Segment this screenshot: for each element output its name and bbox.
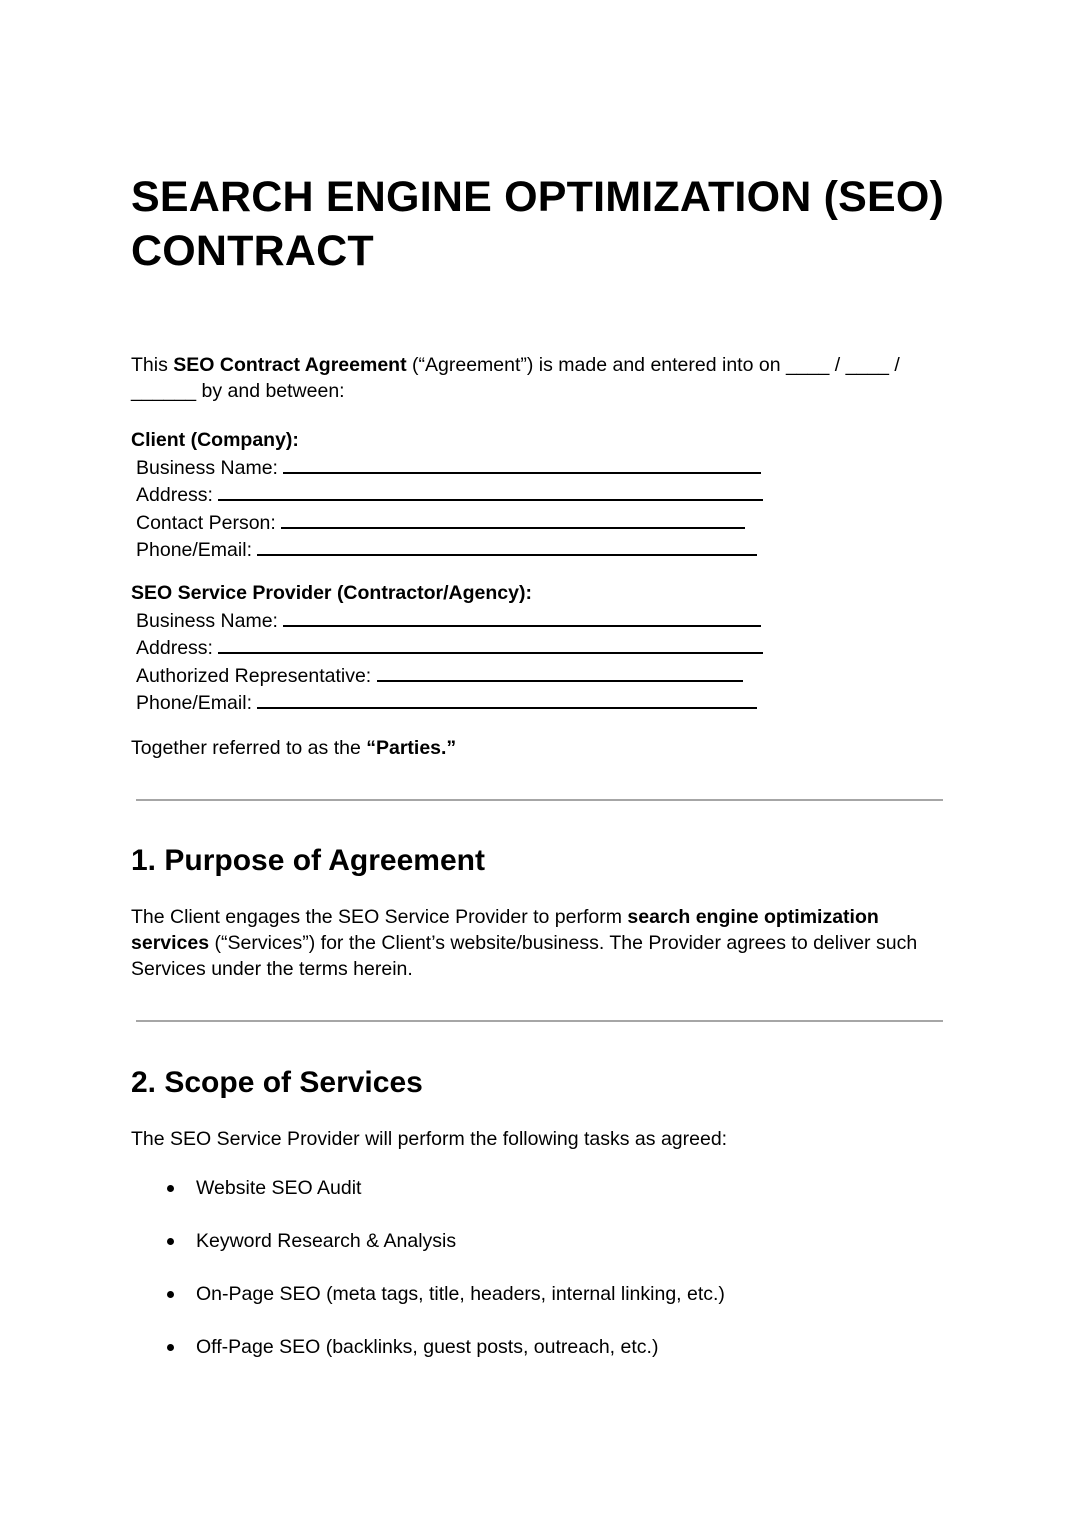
blank-line bbox=[283, 454, 761, 474]
bullet-icon bbox=[167, 1185, 174, 1192]
blank-line bbox=[377, 662, 743, 682]
provider-section bbox=[131, 580, 763, 717]
field-label: Business Name: bbox=[136, 609, 284, 632]
section-divider bbox=[136, 799, 943, 801]
field-label: Address: bbox=[136, 637, 219, 659]
field-label: Contact Person: bbox=[136, 511, 282, 534]
client-heading: Client (Company): bbox=[131, 429, 299, 451]
intro-text-pre: This bbox=[131, 354, 174, 376]
list-item-text: Keyword Research & Analysis bbox=[196, 1230, 457, 1252]
section2-heading: 2. Scope of Services bbox=[131, 1066, 423, 1099]
services-list bbox=[131, 1175, 941, 1387]
section1-text-bold: search engine optimization services bbox=[131, 906, 879, 954]
list-item-text: On-Page SEO (meta tags, title, headers, internal linking, etc.) bbox=[196, 1283, 725, 1305]
blank-line bbox=[281, 509, 745, 529]
parties-text-bold: “Parties.” bbox=[366, 737, 457, 759]
provider-business-name-field[interactable] bbox=[131, 607, 763, 635]
section1-text-post: (“Services”) for the Client’s website/business. The Provider agrees to deliver such Services under the terms herein. bbox=[131, 932, 918, 980]
client-contact-person-field[interactable] bbox=[131, 509, 763, 537]
client-address-field[interactable] bbox=[131, 481, 763, 509]
blank-line bbox=[283, 607, 761, 627]
blank-line bbox=[218, 634, 763, 654]
field-label: Phone/Email: bbox=[136, 539, 258, 561]
list-item-text: Off-Page SEO (backlinks, guest posts, outreach, etc.) bbox=[196, 1336, 659, 1358]
client-section bbox=[131, 427, 763, 564]
list-item-text: Website SEO Audit bbox=[196, 1177, 362, 1199]
list-item bbox=[131, 1281, 941, 1334]
document-title: SEARCH ENGINE OPTIMIZATION (SEO) CONTRACT bbox=[131, 173, 945, 275]
provider-heading: SEO Service Provider (Contractor/Agency): bbox=[131, 582, 532, 604]
provider-address-field[interactable] bbox=[131, 634, 763, 662]
field-label: Authorized Representative: bbox=[136, 664, 377, 687]
parties-paragraph bbox=[131, 735, 941, 761]
section2-intro: The SEO Service Provider will perform the following tasks as agreed: bbox=[131, 1128, 728, 1150]
intro-text-bold: SEO Contract Agreement bbox=[173, 354, 407, 376]
bullet-icon bbox=[167, 1344, 174, 1351]
blank-line bbox=[218, 481, 763, 501]
bullet-icon bbox=[167, 1238, 174, 1245]
client-business-name-field[interactable] bbox=[131, 454, 763, 482]
field-label: Phone/Email: bbox=[136, 692, 258, 714]
client-phone-email-field[interactable] bbox=[131, 536, 763, 564]
field-label: Business Name: bbox=[136, 456, 284, 479]
blank-line bbox=[257, 536, 757, 556]
section1-paragraph bbox=[131, 904, 941, 982]
section-divider bbox=[136, 1020, 943, 1022]
field-label: Address: bbox=[136, 484, 219, 506]
blank-line bbox=[257, 689, 757, 709]
intro-paragraph bbox=[131, 352, 941, 404]
provider-phone-email-field[interactable] bbox=[131, 689, 763, 717]
intro-text-post: (“Agreement”) is made and entered into on ____ / ____ / ______ by and between: bbox=[131, 354, 900, 402]
section1-text-pre: The Client engages the SEO Service Provider to perform bbox=[131, 906, 628, 928]
bullet-icon bbox=[167, 1291, 174, 1298]
list-item bbox=[131, 1334, 941, 1387]
provider-representative-field[interactable] bbox=[131, 662, 763, 690]
list-item bbox=[131, 1228, 941, 1281]
parties-text-pre: Together referred to as the bbox=[131, 737, 367, 759]
section1-heading: 1. Purpose of Agreement bbox=[131, 844, 485, 877]
list-item bbox=[131, 1175, 941, 1228]
